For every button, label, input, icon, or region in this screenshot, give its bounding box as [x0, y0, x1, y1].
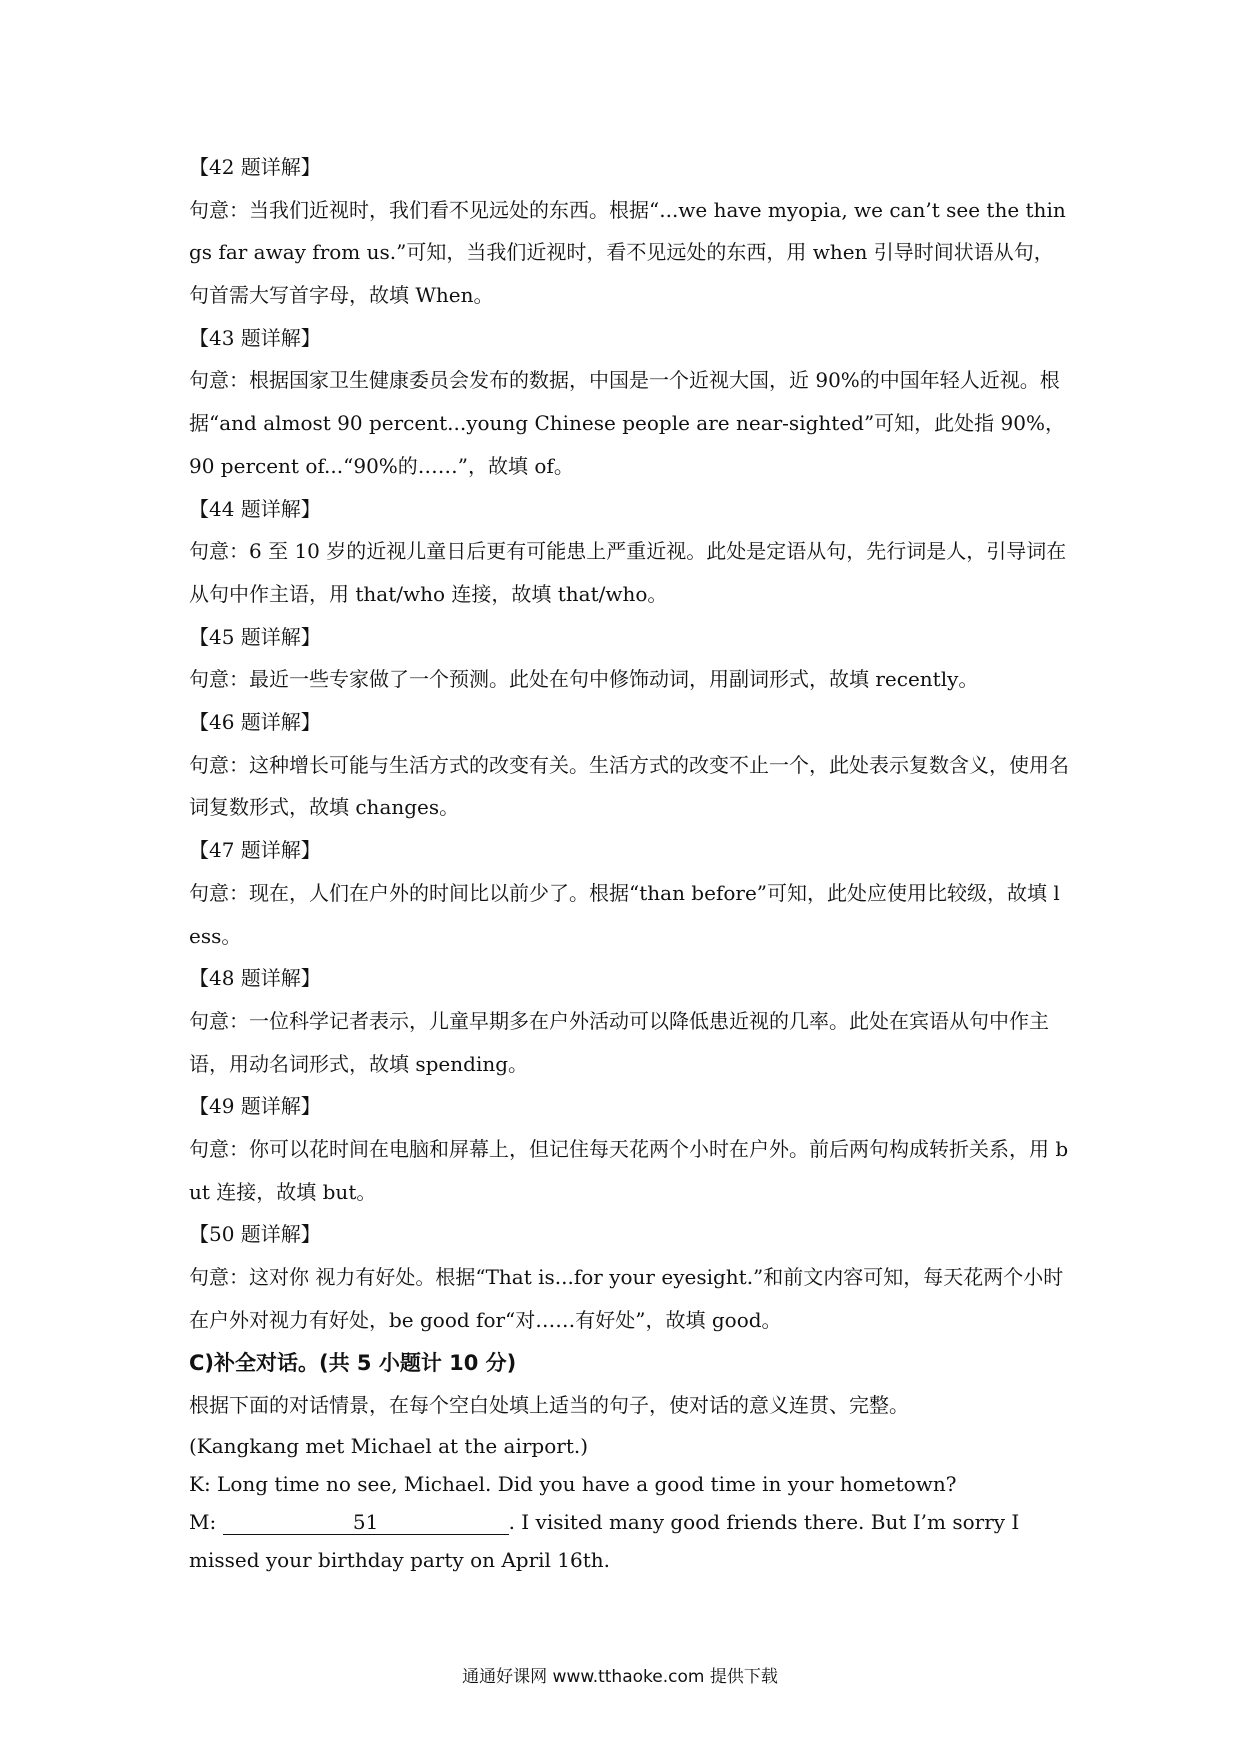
explanation-text: 句意：6 至 10 岁的近视儿童日后更有可能患上严重近视。此处是定语从句，先行词是人，引导词在从句中作主语，用 that/who 连接，故填 that/who。	[189, 539, 1067, 606]
explanation-text: 句意：现在，人们在户外的时间比以前少了。根据“than before”可知，此处应使用比较级，故填 less。	[189, 880, 1060, 948]
explanation-text: 句意：一位科学记者表示，儿童早期多在户外活动可以降低患近视的几率。此处在宾语从句中作主语，用动名词形式，故填 spending。	[189, 1008, 1049, 1076]
explanation-text: 句意：根据国家卫生健康委员会发布的数据，中国是一个近视大国，近 90%的中国年轻人近视。根据“and almost 90 percent...young Chinese people are near-sighted”可知，此处指 90%，90 percent of...“90%的……”，故填 of。	[189, 368, 1065, 478]
explanation-46	[189, 701, 1069, 829]
explanation-title: 【42 题详解】	[189, 155, 321, 179]
answer-blank-51[interactable]: 51	[223, 1510, 509, 1535]
explanation-text: 句意：这种增长可能与生活方式的改变有关。生活方式的改变不止一个，此处表示复数含义，使用名词复数形式，故填 changes。	[189, 752, 1069, 820]
explanation-44	[189, 488, 1069, 616]
explanation-45	[189, 616, 1069, 701]
dialogue-line-m	[189, 1503, 1069, 1579]
explanation-title: 【47 题详解】	[189, 838, 321, 863]
explanation-title: 【49 题详解】	[189, 1094, 321, 1119]
section-c-instruction: 根据下面的对话情景，在每个空白处填上适当的句子，使对话的意义连贯、完整。	[189, 1393, 909, 1418]
explanation-title: 【50 题详解】	[189, 1222, 321, 1247]
explanation-title: 【44 题详解】	[189, 496, 321, 521]
dialogue-text: . I visited many good friends there. But I’m sorry I missed your birthday party on April 16th.	[189, 1509, 1020, 1572]
explanation-49	[189, 1085, 1069, 1213]
page-content	[189, 146, 1069, 1579]
explanation-text: 句意：你可以花时间在电脑和屏幕上，但记住每天花两个小时在户外。前后两句构成转折关系，用 but 连接，故填 but。	[189, 1137, 1069, 1204]
speaker-label: M:	[189, 1509, 223, 1534]
explanation-42	[189, 146, 1069, 317]
explanation-title: 【45 题详解】	[189, 624, 321, 649]
explanation-50	[189, 1213, 1069, 1341]
explanation-text: 句意：这对你 视力有好处。根据“That is...for your eyesight.”和前文内容可知，每天花两个小时在户外对视力有好处，be good for“对……有好处”，故填 good。	[189, 1265, 1064, 1332]
explanation-43	[189, 317, 1069, 488]
explanation-title: 【46 题详解】	[189, 710, 321, 735]
explanation-title: 【48 题详解】	[189, 966, 321, 991]
dialogue-line-k: K: Long time no see, Michael. Did you have a good time in your hometown?	[189, 1471, 957, 1496]
explanation-text: 句意：当我们近视时，我们看不见远处的东西。根据“...we have myopia, we can’t see the things far away from us.”可知，当我们近视时，看不见远处的东西，用 when 引导时间状语从句，句首需大写首字母，故填 When。	[189, 197, 1066, 308]
explanation-48	[189, 957, 1069, 1085]
explanation-47	[189, 829, 1069, 957]
explanation-title: 【43 题详解】	[189, 325, 321, 350]
dialogue-context: (Kangkang met Michael at the airport.)	[189, 1433, 589, 1458]
explanation-text: 句意：最近一些专家做了一个预测。此处在句中修饰动词，用副词形式，故填 recently。	[189, 667, 979, 692]
section-c-heading: C)补全对话。(共 5 小题计 10 分)	[189, 1350, 517, 1375]
page-footer: 通通好课网 www.tthaoke.com 提供下载	[462, 1667, 778, 1687]
